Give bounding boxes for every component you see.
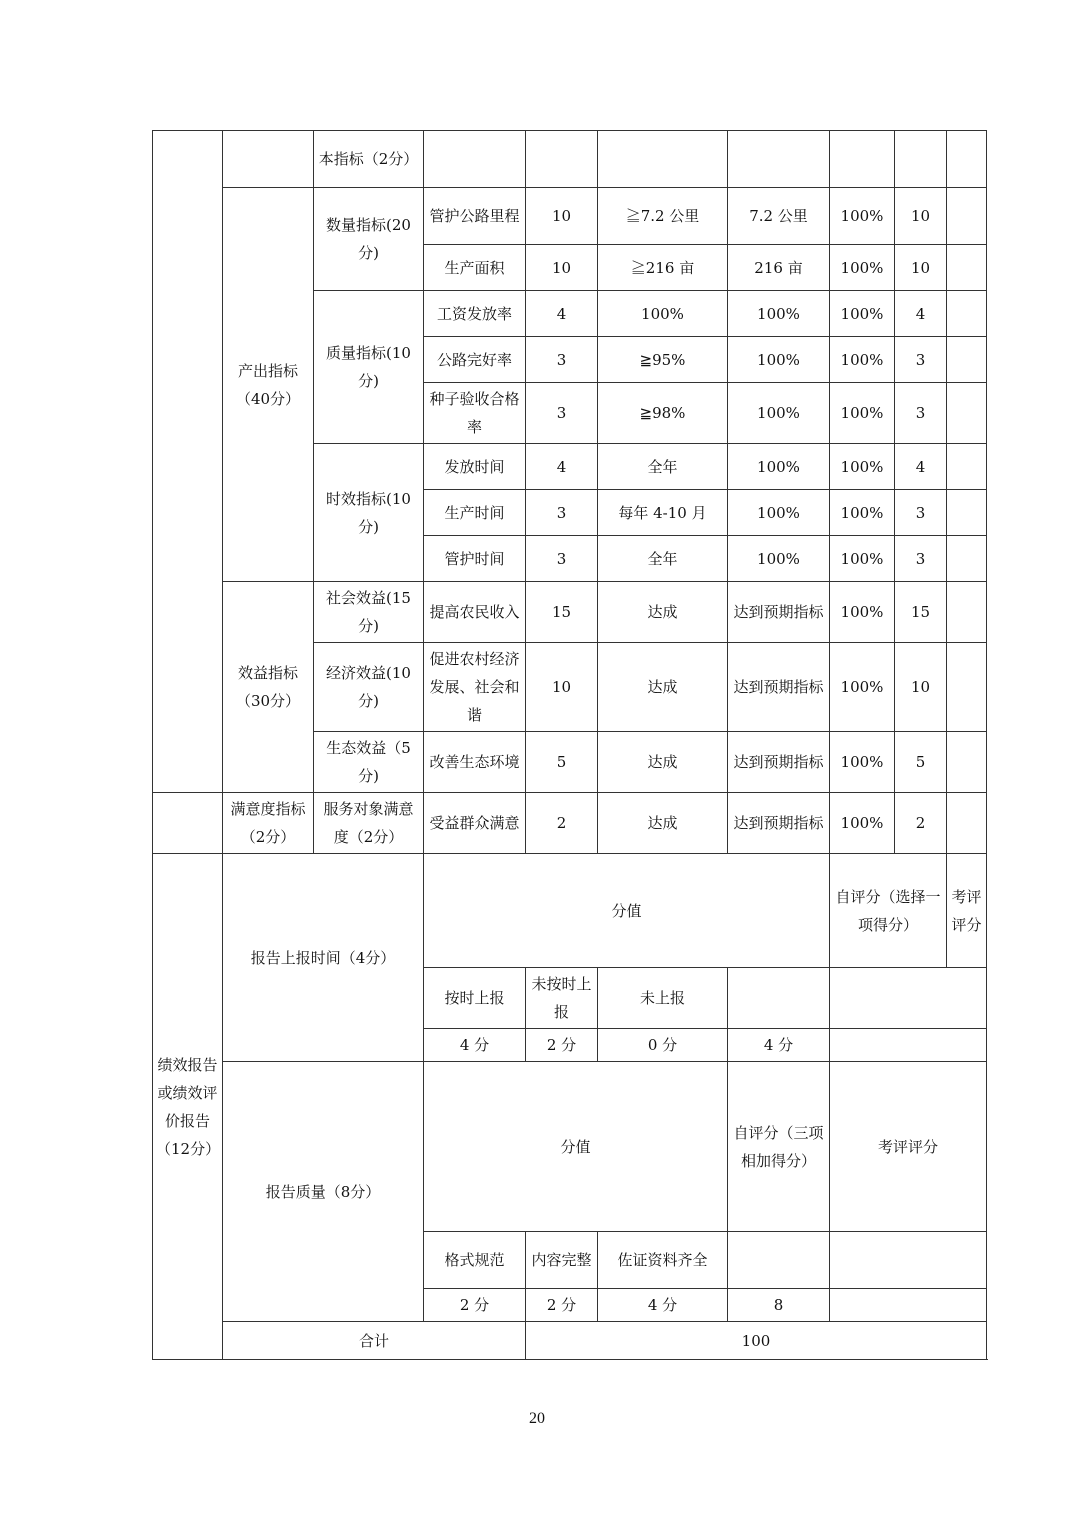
indicator-actual: 达到预期指标 <box>728 732 830 793</box>
indicator-actual: 100% <box>728 291 830 337</box>
report-quality-self-label: 自评分（三项相加得分） <box>728 1062 830 1232</box>
report-option-score: 2 分 <box>526 1029 598 1062</box>
indicator-actual: 100% <box>728 337 830 383</box>
indicator-name: 提高农民收入 <box>424 582 526 643</box>
indicator-score: 15 <box>895 582 947 643</box>
indicator-score: 10 <box>895 188 947 245</box>
indicator-score: 3 <box>895 383 947 444</box>
indicator-target: 达成 <box>598 643 728 732</box>
indicator-rate: 100% <box>830 188 895 245</box>
indicator-name: 生产面积 <box>424 245 526 291</box>
indicator-target: ≧216 亩 <box>598 245 728 291</box>
report-quality-score: 2 分 <box>424 1289 526 1322</box>
report-quality-self-score: 8 <box>728 1289 830 1322</box>
quantity-indicator-label: 数量指标(20分) <box>314 188 424 291</box>
report-option-score: 4 分 <box>424 1029 526 1062</box>
indicator-score: 3 <box>895 536 947 582</box>
indicator-score: 4 <box>895 444 947 490</box>
indicator-actual: 达到预期指标 <box>728 643 830 732</box>
indicator-name: 管护时间 <box>424 536 526 582</box>
satisfaction-category: 服务对象满意度（2分） <box>314 793 424 854</box>
report-quality-option: 佐证资料齐全 <box>598 1232 728 1289</box>
indicator-weight: 3 <box>526 383 598 444</box>
indicator-actual: 100% <box>728 536 830 582</box>
report-quality-review-label: 考评评分 <box>830 1062 987 1232</box>
indicator-weight: 10 <box>526 245 598 291</box>
indicator-weight: 10 <box>526 643 598 732</box>
report-option: 未按时上报 <box>526 968 598 1029</box>
report-quality-value-label: 分值 <box>424 1062 728 1232</box>
indicator-target: 全年 <box>598 444 728 490</box>
indicator-score: 10 <box>895 643 947 732</box>
indicator-target: 达成 <box>598 582 728 643</box>
indicator-name: 受益群众满意 <box>424 793 526 854</box>
satisfaction-indicator-label: 满意度指标（2分） <box>223 793 314 854</box>
indicator-weight: 10 <box>526 188 598 245</box>
benefit-category: 经济效益(10分) <box>314 643 424 732</box>
report-quality-score: 4 分 <box>598 1289 728 1322</box>
report-value-label: 分值 <box>424 854 830 968</box>
indicator-rate: 100% <box>830 444 895 490</box>
indicator-name: 公路完好率 <box>424 337 526 383</box>
report-option: 按时上报 <box>424 968 526 1029</box>
benefit-indicator-label: 效益指标（30分） <box>223 582 314 793</box>
outer-empty-cell <box>153 793 223 854</box>
indicator-rate: 100% <box>830 490 895 536</box>
report-quality-option: 内容完整 <box>526 1232 598 1289</box>
indicator-rate: 100% <box>830 793 895 854</box>
indicator-target: ≧95% <box>598 337 728 383</box>
indicator-rate: 100% <box>830 337 895 383</box>
indicator-target: ≧98% <box>598 383 728 444</box>
indicator-weight: 3 <box>526 337 598 383</box>
indicator-target: 100% <box>598 291 728 337</box>
indicator-target: 达成 <box>598 793 728 854</box>
report-review-label: 考评评分 <box>947 854 987 968</box>
indicator-name: 管护公路里程 <box>424 188 526 245</box>
indicator-target: 达成 <box>598 732 728 793</box>
benefit-category: 生态效益（5分) <box>314 732 424 793</box>
report-time-label: 报告上报时间（4分） <box>223 854 424 1062</box>
indicator-actual: 100% <box>728 444 830 490</box>
indicator-category: 本指标（2分） <box>314 131 424 188</box>
indicator-name: 生产时间 <box>424 490 526 536</box>
indicator-rate: 100% <box>830 536 895 582</box>
indicator-rate: 100% <box>830 291 895 337</box>
indicator-weight: 4 <box>526 291 598 337</box>
indicator-name: 改善生态环境 <box>424 732 526 793</box>
page-number: 20 <box>529 1410 545 1427</box>
indicator-rate: 100% <box>830 582 895 643</box>
indicator-name: 促进农村经济发展、社会和谐 <box>424 643 526 732</box>
indicator-actual: 100% <box>728 490 830 536</box>
cell-empty <box>223 131 314 188</box>
indicator-actual: 达到预期指标 <box>728 582 830 643</box>
indicator-actual: 100% <box>728 383 830 444</box>
report-self-score: 4 分 <box>728 1029 830 1062</box>
evaluation-table <box>152 130 987 1360</box>
quality-indicator-label: 质量指标(10分) <box>314 291 424 444</box>
indicator-weight: 3 <box>526 536 598 582</box>
indicator-target: 全年 <box>598 536 728 582</box>
report-option-score: 0 分 <box>598 1029 728 1062</box>
report-quality-option: 格式规范 <box>424 1232 526 1289</box>
indicator-weight: 2 <box>526 793 598 854</box>
outer-empty-cell <box>153 131 223 793</box>
indicator-target: 每年 4-10 月 <box>598 490 728 536</box>
indicator-score: 3 <box>895 337 947 383</box>
indicator-score: 3 <box>895 490 947 536</box>
indicator-weight: 3 <box>526 490 598 536</box>
indicator-score: 5 <box>895 732 947 793</box>
indicator-rate: 100% <box>830 383 895 444</box>
indicator-score: 10 <box>895 245 947 291</box>
indicator-score: 2 <box>895 793 947 854</box>
indicator-actual: 7.2 公里 <box>728 188 830 245</box>
output-indicator-label: 产出指标（40分） <box>223 188 314 582</box>
report-quality-score: 2 分 <box>526 1289 598 1322</box>
report-self-score-label: 自评分（选择一项得分） <box>830 854 947 968</box>
report-option: 未上报 <box>598 968 728 1029</box>
indicator-target: ≧7.2 公里 <box>598 188 728 245</box>
time-indicator-label: 时效指标(10分) <box>314 444 424 582</box>
indicator-rate: 100% <box>830 643 895 732</box>
total-label: 合计 <box>223 1322 526 1360</box>
indicator-weight: 4 <box>526 444 598 490</box>
indicator-name: 发放时间 <box>424 444 526 490</box>
indicator-score: 4 <box>895 291 947 337</box>
indicator-rate: 100% <box>830 732 895 793</box>
benefit-category: 社会效益(15分) <box>314 582 424 643</box>
report-label: 绩效报告或绩效评价报告（12分） <box>153 854 223 1360</box>
indicator-rate: 100% <box>830 245 895 291</box>
indicator-weight: 15 <box>526 582 598 643</box>
indicator-actual: 216 亩 <box>728 245 830 291</box>
indicator-name: 种子验收合格率 <box>424 383 526 444</box>
total-value: 100 <box>526 1322 987 1360</box>
indicator-weight: 5 <box>526 732 598 793</box>
report-quality-label: 报告质量（8分） <box>223 1062 424 1322</box>
indicator-actual: 达到预期指标 <box>728 793 830 854</box>
indicator-name: 工资发放率 <box>424 291 526 337</box>
